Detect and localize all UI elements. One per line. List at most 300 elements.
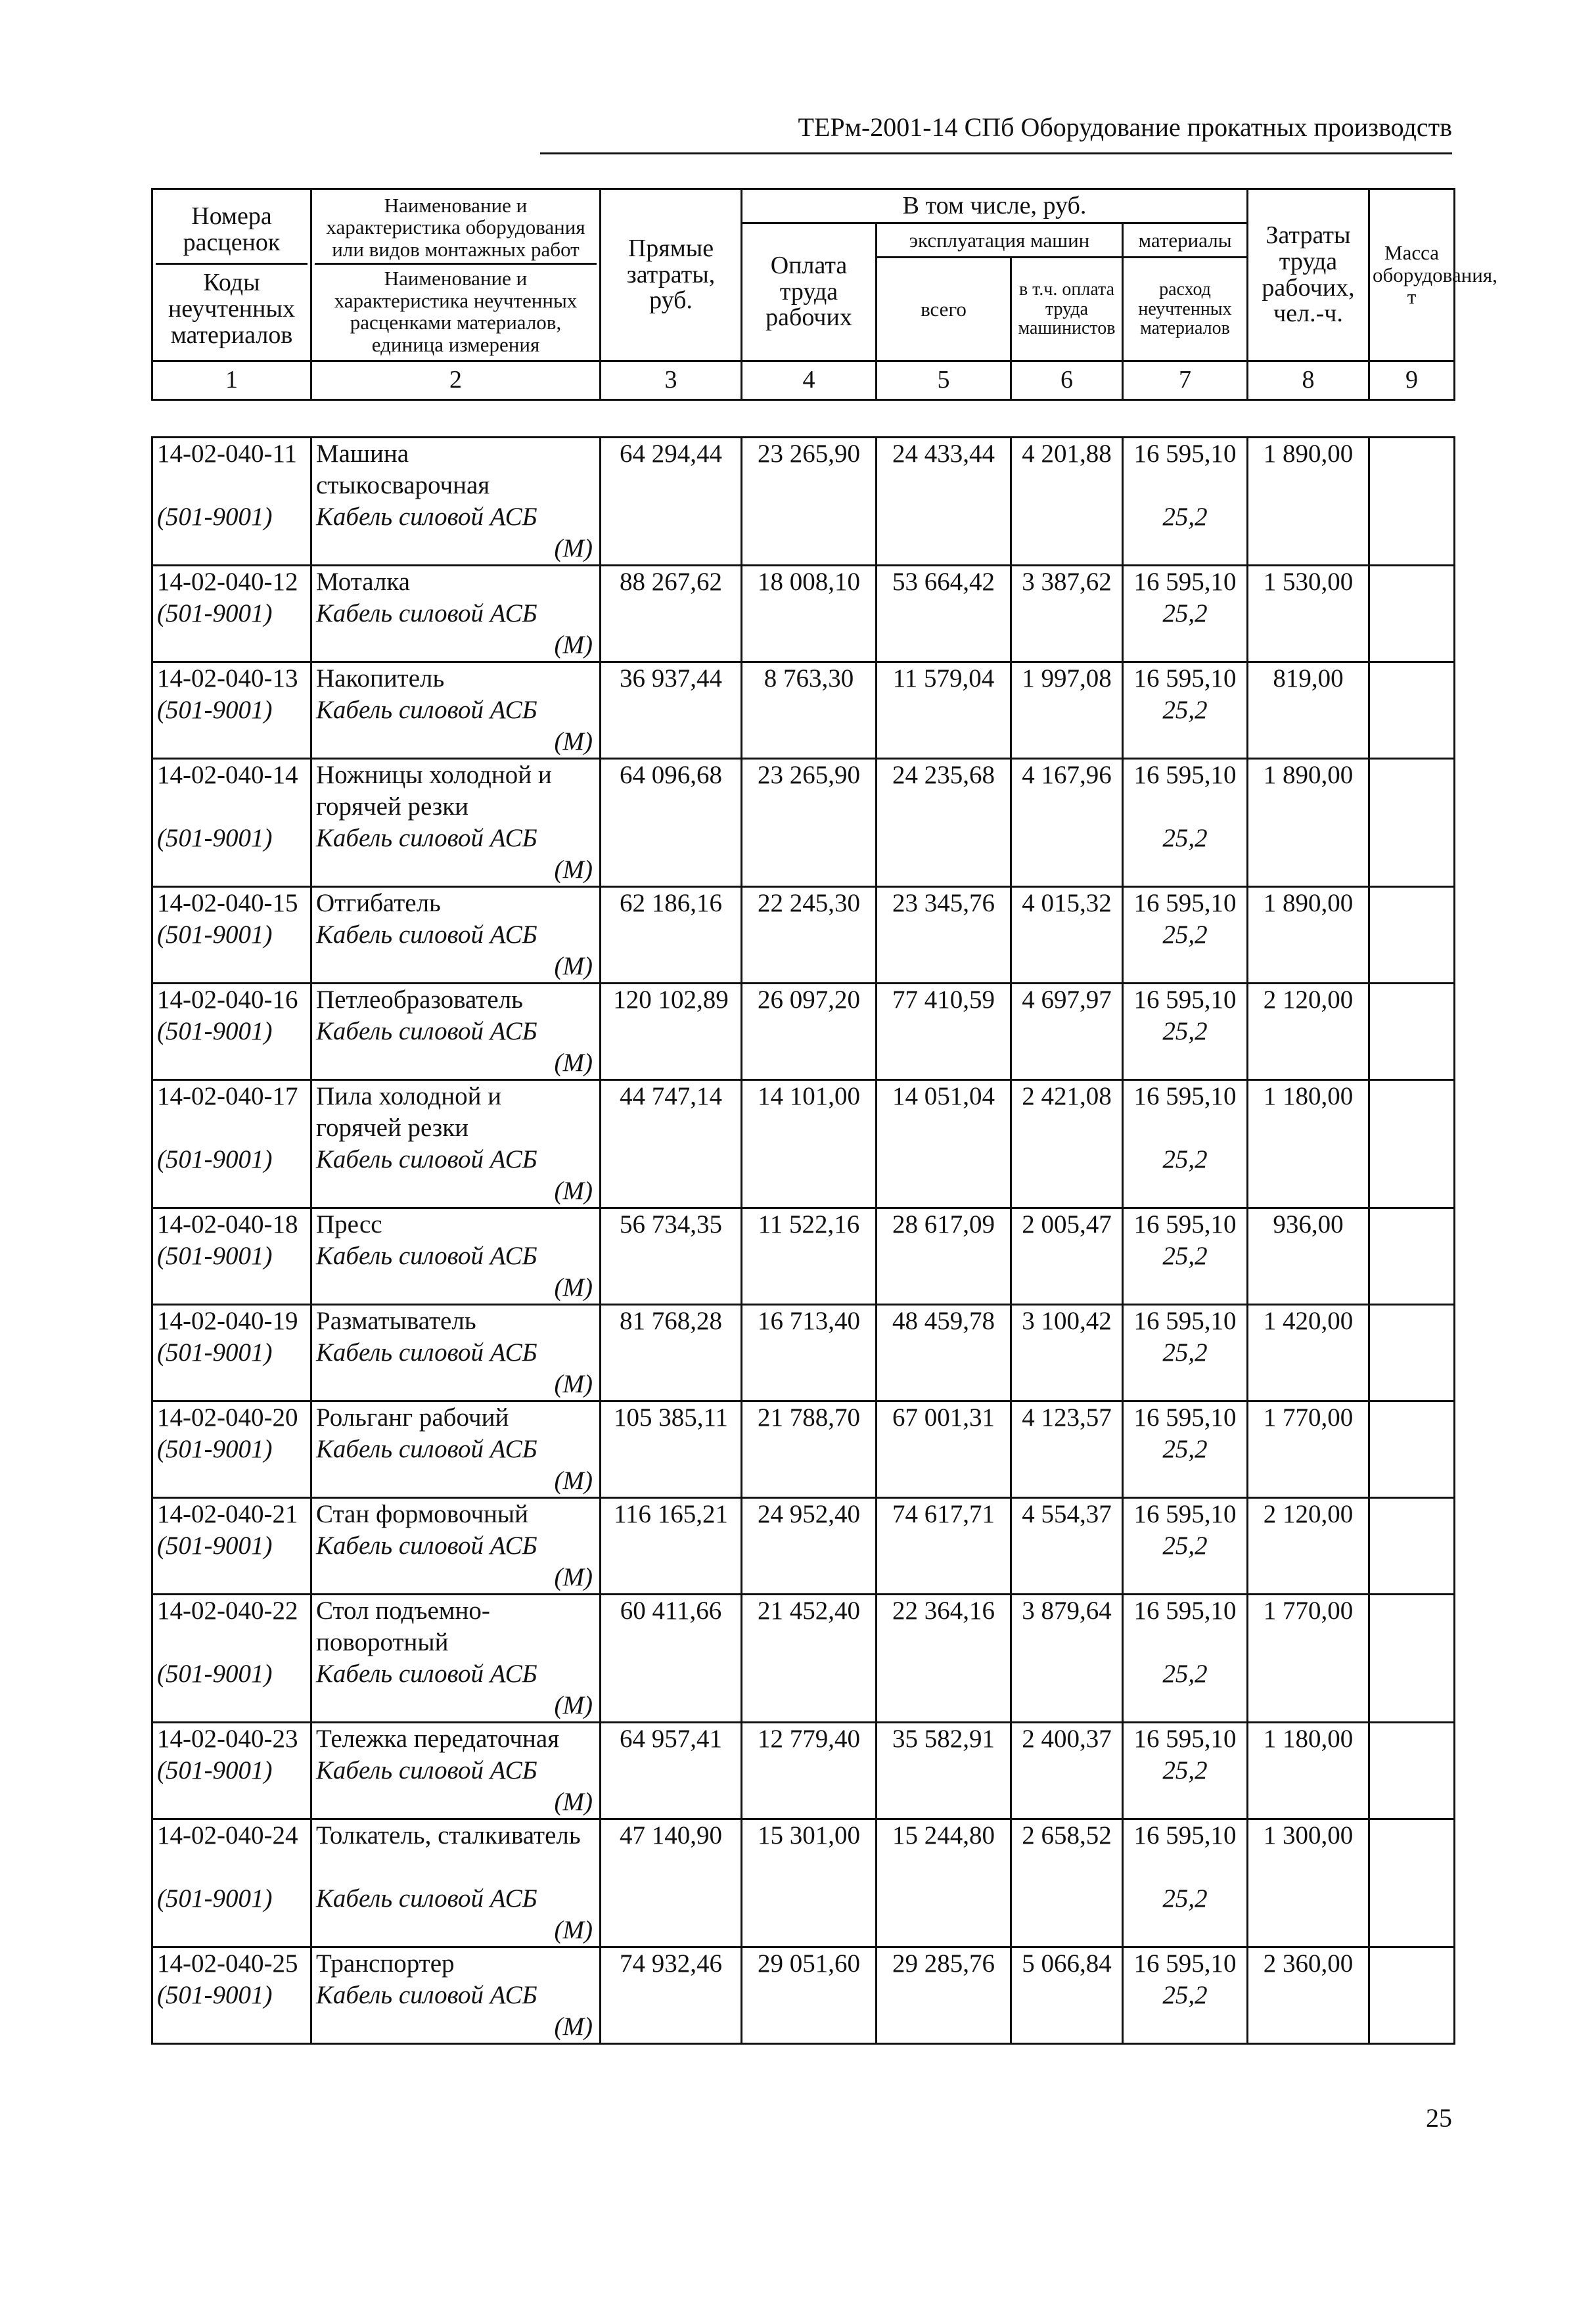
equipment-mass: [1369, 887, 1455, 984]
materials-cell: [1123, 1208, 1248, 1305]
labor-cost: 21 452,40: [742, 1595, 877, 1723]
machines-cost: 24 433,44: [877, 438, 1011, 566]
rate-code: 14-02-040-16: [157, 986, 298, 1014]
rate-code: 14-02-040-17: [157, 1082, 298, 1110]
machinists-cost: 2 421,08: [1011, 1080, 1123, 1208]
rate-code: 14-02-040-18: [157, 1210, 298, 1238]
machinists-cost: 4 697,97: [1011, 984, 1123, 1080]
machinists-cost: 5 066,84: [1011, 1947, 1123, 2044]
col-8-header: Затраты труда рабочих, чел.-ч.: [1248, 189, 1369, 361]
material-unit: (М): [554, 952, 593, 980]
machines-cost: 67 001,31: [877, 1401, 1011, 1498]
rate-code: 14-02-040-25: [157, 1949, 298, 1978]
name-cell: [311, 984, 601, 1080]
material-unit: (М): [554, 1466, 593, 1495]
equipment-mass: [1369, 1819, 1455, 1947]
materials-cell: [1123, 566, 1248, 662]
table-row: [152, 887, 1455, 984]
line-spacer: [157, 791, 310, 823]
materials-cell: [1123, 1819, 1248, 1947]
direct-cost: 62 186,16: [601, 887, 742, 984]
material-name: Кабель силовой АСБ: [316, 1756, 537, 1784]
table-row: [152, 1947, 1455, 2044]
equipment-name-line: Стан формовочный: [316, 1500, 529, 1528]
table-row: [152, 1080, 1455, 1208]
rate-code-cell: [152, 1947, 311, 2044]
labor-cost: 26 097,20: [742, 984, 877, 1080]
machines-cost: 74 617,71: [877, 1498, 1011, 1595]
labor-hours: 1 890,00: [1248, 759, 1369, 887]
material-unit: (М): [554, 1916, 593, 1944]
labor-cost: 8 763,30: [742, 662, 877, 759]
direct-cost: 56 734,35: [601, 1208, 742, 1305]
material-code: (501-9001): [157, 824, 273, 852]
table-row: [152, 438, 1455, 566]
labor-cost: 15 301,00: [742, 1819, 877, 1947]
labor-cost: 22 245,30: [742, 887, 877, 984]
direct-cost: 47 140,90: [601, 1819, 742, 1947]
material-name: Кабель силовой АСБ: [316, 1145, 537, 1173]
col-number: 4: [742, 361, 877, 400]
table-row: [152, 1595, 1455, 1723]
rate-code-cell: [152, 1401, 311, 1498]
rate-code: 14-02-040-12: [157, 568, 298, 596]
direct-cost: 105 385,11: [601, 1401, 742, 1498]
direct-cost: 44 747,14: [601, 1080, 742, 1208]
labor-cost: 12 779,40: [742, 1723, 877, 1819]
rate-code: 14-02-040-21: [157, 1500, 298, 1528]
materials-cell: [1123, 1305, 1248, 1401]
materials-cost: 16 595,10: [1133, 1082, 1237, 1110]
labor-cost: 23 265,90: [742, 438, 877, 566]
machines-cost: 24 235,68: [877, 759, 1011, 887]
material-quantity: 25,2: [1162, 1242, 1208, 1270]
equipment-name-line: Рольганг рабочий: [316, 1403, 509, 1432]
equipment-name-line: Отгибатель: [316, 889, 441, 917]
material-name: Кабель силовой АСБ: [316, 1981, 537, 2009]
table-row: [152, 1305, 1455, 1401]
table-row: [152, 566, 1455, 662]
rate-code-cell: [152, 1305, 311, 1401]
labor-hours: 2 360,00: [1248, 1947, 1369, 2044]
line-spacer: [157, 1851, 310, 1883]
material-code: (501-9001): [157, 1242, 273, 1270]
equipment-name-line: Пила холодной и: [316, 1082, 502, 1110]
materials-cost: 16 595,10: [1133, 664, 1237, 693]
name-cell: [311, 1208, 601, 1305]
rate-code-cell: [152, 1080, 311, 1208]
machinists-cost: 1 997,08: [1011, 662, 1123, 759]
machinists-cost: 4 123,57: [1011, 1401, 1123, 1498]
materials-cost: 16 595,10: [1133, 1307, 1237, 1335]
name-cell: [311, 1723, 601, 1819]
materials-cost: 16 595,10: [1133, 440, 1237, 468]
material-code: (501-9001): [157, 599, 273, 627]
equipment-name-line: Пресс: [316, 1210, 382, 1238]
rate-code: 14-02-040-23: [157, 1725, 298, 1753]
col-number: 5: [877, 361, 1011, 400]
materials-cost: 16 595,10: [1133, 568, 1237, 596]
rates-table: [151, 436, 1455, 2045]
machinists-cost: 2 005,47: [1011, 1208, 1123, 1305]
labor-hours: 1 180,00: [1248, 1080, 1369, 1208]
material-unit: (М): [554, 534, 593, 562]
material-quantity: 25,2: [1162, 1435, 1208, 1463]
equipment-mass: [1369, 984, 1455, 1080]
equipment-mass: [1369, 759, 1455, 887]
materials-cost: 16 595,10: [1133, 1210, 1237, 1238]
material-code: (501-9001): [157, 1435, 273, 1463]
material-name: Кабель силовой АСБ: [316, 1884, 537, 1913]
equipment-name-line: [316, 1851, 599, 1883]
col-number: 2: [311, 361, 601, 400]
materials-cost: 16 595,10: [1133, 1500, 1237, 1528]
machines-cost: 77 410,59: [877, 984, 1011, 1080]
machines-cost: 22 364,16: [877, 1595, 1011, 1723]
rate-code-cell: [152, 1595, 311, 1723]
equipment-name-line: Накопитель: [316, 664, 445, 693]
equipment-mass: [1369, 1208, 1455, 1305]
machines-cost: 53 664,42: [877, 566, 1011, 662]
equipment-mass: [1369, 1595, 1455, 1723]
material-code: (501-9001): [157, 503, 273, 531]
direct-cost: 36 937,44: [601, 662, 742, 759]
col-number: 3: [601, 361, 742, 400]
direct-cost: 74 932,46: [601, 1947, 742, 2044]
material-quantity: 25,2: [1162, 503, 1208, 531]
material-name: Кабель силовой АСБ: [316, 920, 537, 949]
material-quantity: 25,2: [1162, 1017, 1208, 1045]
labor-hours: 1 890,00: [1248, 887, 1369, 984]
name-cell: [311, 438, 601, 566]
table-row: [152, 1498, 1455, 1595]
material-unit: (М): [554, 1788, 593, 1816]
rate-code: 14-02-040-24: [157, 1821, 298, 1850]
machines-cost: 14 051,04: [877, 1080, 1011, 1208]
materials-cost: 16 595,10: [1133, 889, 1237, 917]
materials-cost: 16 595,10: [1133, 986, 1237, 1014]
material-code: (501-9001): [157, 920, 273, 949]
material-quantity: 25,2: [1162, 1981, 1208, 2009]
machinists-cost: 4 201,88: [1011, 438, 1123, 566]
name-cell: [311, 759, 601, 887]
col-1-header-bottom: Коды неучтенных материалов: [168, 269, 296, 349]
equipment-name-line: Ножницы холодной и: [316, 761, 552, 789]
direct-cost: 81 768,28: [601, 1305, 742, 1401]
materials-cost: 16 595,10: [1133, 1821, 1237, 1850]
material-quantity: 25,2: [1162, 1756, 1208, 1784]
line-spacer: [1124, 470, 1246, 501]
table-header: [151, 188, 1497, 401]
col-2-header-top: Наименование и характеристика оборудования или видов монтажных работ: [315, 194, 597, 265]
labor-hours: 1 530,00: [1248, 566, 1369, 662]
line-spacer: [1124, 791, 1246, 823]
col-3-header: Прямые затраты, руб.: [601, 189, 742, 361]
cost-breakdown-header: В том числе, руб.: [742, 189, 1248, 223]
material-quantity: 25,2: [1162, 920, 1208, 949]
direct-cost: 88 267,62: [601, 566, 742, 662]
line-spacer: [1124, 1627, 1246, 1658]
material-unit: (М): [554, 1273, 593, 1302]
material-code: (501-9001): [157, 1756, 273, 1784]
material-unit: (М): [554, 631, 593, 659]
material-unit: (М): [554, 1691, 593, 1719]
rate-code-cell: [152, 1208, 311, 1305]
material-unit: (М): [554, 855, 593, 884]
labor-cost: 24 952,40: [742, 1498, 877, 1595]
materials-cost: 16 595,10: [1133, 1949, 1237, 1978]
rate-code: 14-02-040-13: [157, 664, 298, 693]
rate-code: 14-02-040-15: [157, 889, 298, 917]
table-row: [152, 759, 1455, 887]
materials-cell: [1123, 1723, 1248, 1819]
labor-cost: 21 788,70: [742, 1401, 877, 1498]
materials-cell: [1123, 1080, 1248, 1208]
machinists-cost: 2 400,37: [1011, 1723, 1123, 1819]
name-cell: [311, 662, 601, 759]
materials-cell: [1123, 1595, 1248, 1723]
col-number: 9: [1369, 361, 1455, 400]
page-number: 25: [1426, 2103, 1452, 2133]
material-quantity: 25,2: [1162, 1884, 1208, 1913]
materials-cell: [1123, 438, 1248, 566]
direct-cost: 64 096,68: [601, 759, 742, 887]
materials-cell: [1123, 887, 1248, 984]
name-cell: [311, 1819, 601, 1947]
rate-code-cell: [152, 438, 311, 566]
labor-hours: 1 890,00: [1248, 438, 1369, 566]
labor-hours: 1 770,00: [1248, 1401, 1369, 1498]
material-code: (501-9001): [157, 1884, 273, 1913]
equipment-name-line: горячей резки: [316, 792, 469, 821]
col-number: 6: [1011, 361, 1123, 400]
equipment-name-line: Толкатель, сталкиватель: [316, 1821, 581, 1850]
material-code: (501-9001): [157, 696, 273, 724]
rate-code: 14-02-040-11: [157, 440, 298, 468]
rate-code: 14-02-040-19: [157, 1307, 298, 1335]
equipment-mass: [1369, 662, 1455, 759]
materials-group-header: материалы: [1123, 223, 1248, 258]
rate-code-cell: [152, 759, 311, 887]
machines-group-header: эксплуатация машин: [877, 223, 1123, 258]
name-cell: [311, 887, 601, 984]
material-name: Кабель силовой АСБ: [316, 824, 537, 852]
labor-cost: 11 522,16: [742, 1208, 877, 1305]
equipment-mass: [1369, 1723, 1455, 1819]
name-cell: [311, 1947, 601, 2044]
equipment-name-line: Транспортер: [316, 1949, 455, 1978]
equipment-mass: [1369, 1498, 1455, 1595]
materials-cost: 16 595,10: [1133, 1725, 1237, 1753]
material-code: (501-9001): [157, 1145, 273, 1173]
materials-cell: [1123, 1498, 1248, 1595]
col-6-header: в т.ч. оплата труда машинистов: [1011, 258, 1123, 361]
material-unit: (М): [554, 1049, 593, 1077]
material-name: Кабель силовой АСБ: [316, 696, 537, 724]
material-code: (501-9001): [157, 1532, 273, 1560]
material-code: (501-9001): [157, 1017, 273, 1045]
material-quantity: 25,2: [1162, 1660, 1208, 1688]
table-row: [152, 1819, 1455, 1947]
line-spacer: [157, 470, 310, 501]
rate-code-cell: [152, 566, 311, 662]
col-4-header: Оплата труда рабочих: [742, 223, 877, 361]
labor-cost: 29 051,60: [742, 1947, 877, 2044]
line-spacer: [157, 1112, 310, 1144]
equipment-mass: [1369, 1401, 1455, 1498]
direct-cost: 120 102,89: [601, 984, 742, 1080]
materials-cell: [1123, 1401, 1248, 1498]
labor-hours: 1 420,00: [1248, 1305, 1369, 1401]
labor-cost: 18 008,10: [742, 566, 877, 662]
machines-cost: 23 345,76: [877, 887, 1011, 984]
col-2-header-bottom: Наименование и характеристика неучтенных расценками материалов, единица измерения: [334, 267, 578, 356]
name-cell: [311, 1401, 601, 1498]
equipment-name-line: горячей резки: [316, 1114, 469, 1142]
rate-code: 14-02-040-14: [157, 761, 298, 789]
line-spacer: [1124, 1112, 1246, 1144]
equipment-mass: [1369, 566, 1455, 662]
rate-code: 14-02-040-22: [157, 1597, 298, 1625]
material-quantity: 25,2: [1162, 599, 1208, 627]
rate-code-cell: [152, 662, 311, 759]
name-cell: [311, 566, 601, 662]
material-name: Кабель силовой АСБ: [316, 1435, 537, 1463]
rate-code-cell: [152, 984, 311, 1080]
line-spacer: [1124, 1851, 1246, 1883]
equipment-mass: [1369, 438, 1455, 566]
col-number: 8: [1248, 361, 1369, 400]
name-cell: [311, 1498, 601, 1595]
material-unit: (М): [554, 2012, 593, 2041]
labor-cost: 14 101,00: [742, 1080, 877, 1208]
labor-hours: 936,00: [1248, 1208, 1369, 1305]
material-name: Кабель силовой АСБ: [316, 1242, 537, 1270]
material-code: (501-9001): [157, 1660, 273, 1688]
table-row: [152, 1723, 1455, 1819]
material-code: (501-9001): [157, 1981, 273, 2009]
equipment-name-line: стыкосварочная: [316, 471, 490, 499]
machines-cost: 35 582,91: [877, 1723, 1011, 1819]
col-1-header: [152, 189, 311, 361]
equipment-name-line: Петлеобразователь: [316, 986, 523, 1014]
equipment-name-line: поворотный: [316, 1628, 449, 1656]
labor-hours: 1 300,00: [1248, 1819, 1369, 1947]
materials-cell: [1123, 984, 1248, 1080]
name-cell: [311, 1080, 601, 1208]
material-quantity: 25,2: [1162, 1532, 1208, 1560]
line-spacer: [157, 1627, 310, 1658]
materials-cost: 16 595,10: [1133, 1403, 1237, 1432]
equipment-mass: [1369, 1080, 1455, 1208]
col-number: 7: [1123, 361, 1248, 400]
equipment-mass: [1369, 1305, 1455, 1401]
materials-cell: [1123, 1947, 1248, 2044]
direct-cost: 60 411,66: [601, 1595, 742, 1723]
machinists-cost: 4 554,37: [1011, 1498, 1123, 1595]
table-row: [152, 662, 1455, 759]
materials-cell: [1123, 662, 1248, 759]
material-quantity: 25,2: [1162, 1338, 1208, 1367]
machinists-cost: 2 658,52: [1011, 1819, 1123, 1947]
material-unit: (М): [554, 1177, 593, 1205]
name-cell: [311, 1305, 601, 1401]
labor-hours: 1 770,00: [1248, 1595, 1369, 1723]
col-2-header: [311, 189, 601, 361]
col-5-header: всего: [877, 258, 1011, 361]
material-unit: (М): [554, 1370, 593, 1398]
material-name: Кабель силовой АСБ: [316, 1017, 537, 1045]
machinists-cost: 4 167,96: [1011, 759, 1123, 887]
equipment-name-line: Тележка передаточная: [316, 1725, 560, 1753]
table-row: [152, 1401, 1455, 1498]
header-rule: [540, 152, 1452, 154]
material-unit: (М): [554, 1563, 593, 1591]
material-unit: (М): [554, 727, 593, 756]
col-1-header-top: Номера расценок: [156, 201, 308, 265]
col-7-header: расход неучтенных материалов: [1123, 258, 1248, 361]
running-title: ТЕРм-2001-14 СПб Оборудование прокатных производств: [798, 112, 1452, 142]
material-quantity: 25,2: [1162, 824, 1208, 852]
table-row: [152, 1208, 1455, 1305]
machines-cost: 11 579,04: [877, 662, 1011, 759]
col-number: 1: [152, 361, 311, 400]
machinists-cost: 3 100,42: [1011, 1305, 1123, 1401]
machinists-cost: 3 879,64: [1011, 1595, 1123, 1723]
rate-code: 14-02-040-20: [157, 1403, 298, 1432]
rate-code-cell: [152, 887, 311, 984]
material-quantity: 25,2: [1162, 1145, 1208, 1173]
name-cell: [311, 1595, 601, 1723]
material-name: Кабель силовой АСБ: [316, 1338, 537, 1367]
labor-hours: 1 180,00: [1248, 1723, 1369, 1819]
labor-hours: 2 120,00: [1248, 1498, 1369, 1595]
rate-code-cell: [152, 1723, 311, 1819]
material-name: Кабель силовой АСБ: [316, 599, 537, 627]
materials-cell: [1123, 759, 1248, 887]
material-name: Кабель силовой АСБ: [316, 1532, 537, 1560]
labor-cost: 23 265,90: [742, 759, 877, 887]
material-name: Кабель силовой АСБ: [316, 503, 537, 531]
equipment-name-line: Моталка: [316, 568, 410, 596]
labor-hours: 819,00: [1248, 662, 1369, 759]
direct-cost: 116 165,21: [601, 1498, 742, 1595]
labor-cost: 16 713,40: [742, 1305, 877, 1401]
equipment-mass: [1369, 1947, 1455, 2044]
equipment-name-line: Машина: [316, 440, 409, 468]
rate-code-cell: [152, 1819, 311, 1947]
table-row: [152, 984, 1455, 1080]
equipment-name-line: Разматыватель: [316, 1307, 476, 1335]
col-9-header: Масса оборудования, т: [1369, 189, 1455, 361]
materials-cost: 16 595,10: [1133, 1597, 1237, 1625]
materials-cost: 16 595,10: [1133, 761, 1237, 789]
machines-cost: 29 285,76: [877, 1947, 1011, 2044]
direct-cost: 64 294,44: [601, 438, 742, 566]
machines-cost: 15 244,80: [877, 1819, 1011, 1947]
material-name: Кабель силовой АСБ: [316, 1660, 537, 1688]
rate-code-cell: [152, 1498, 311, 1595]
material-code: (501-9001): [157, 1338, 273, 1367]
machinists-cost: 4 015,32: [1011, 887, 1123, 984]
machines-cost: 28 617,09: [877, 1208, 1011, 1305]
direct-cost: 64 957,41: [601, 1723, 742, 1819]
machines-cost: 48 459,78: [877, 1305, 1011, 1401]
labor-hours: 2 120,00: [1248, 984, 1369, 1080]
material-quantity: 25,2: [1162, 696, 1208, 724]
machinists-cost: 3 387,62: [1011, 566, 1123, 662]
equipment-name-line: Стол подъемно-: [316, 1597, 490, 1625]
